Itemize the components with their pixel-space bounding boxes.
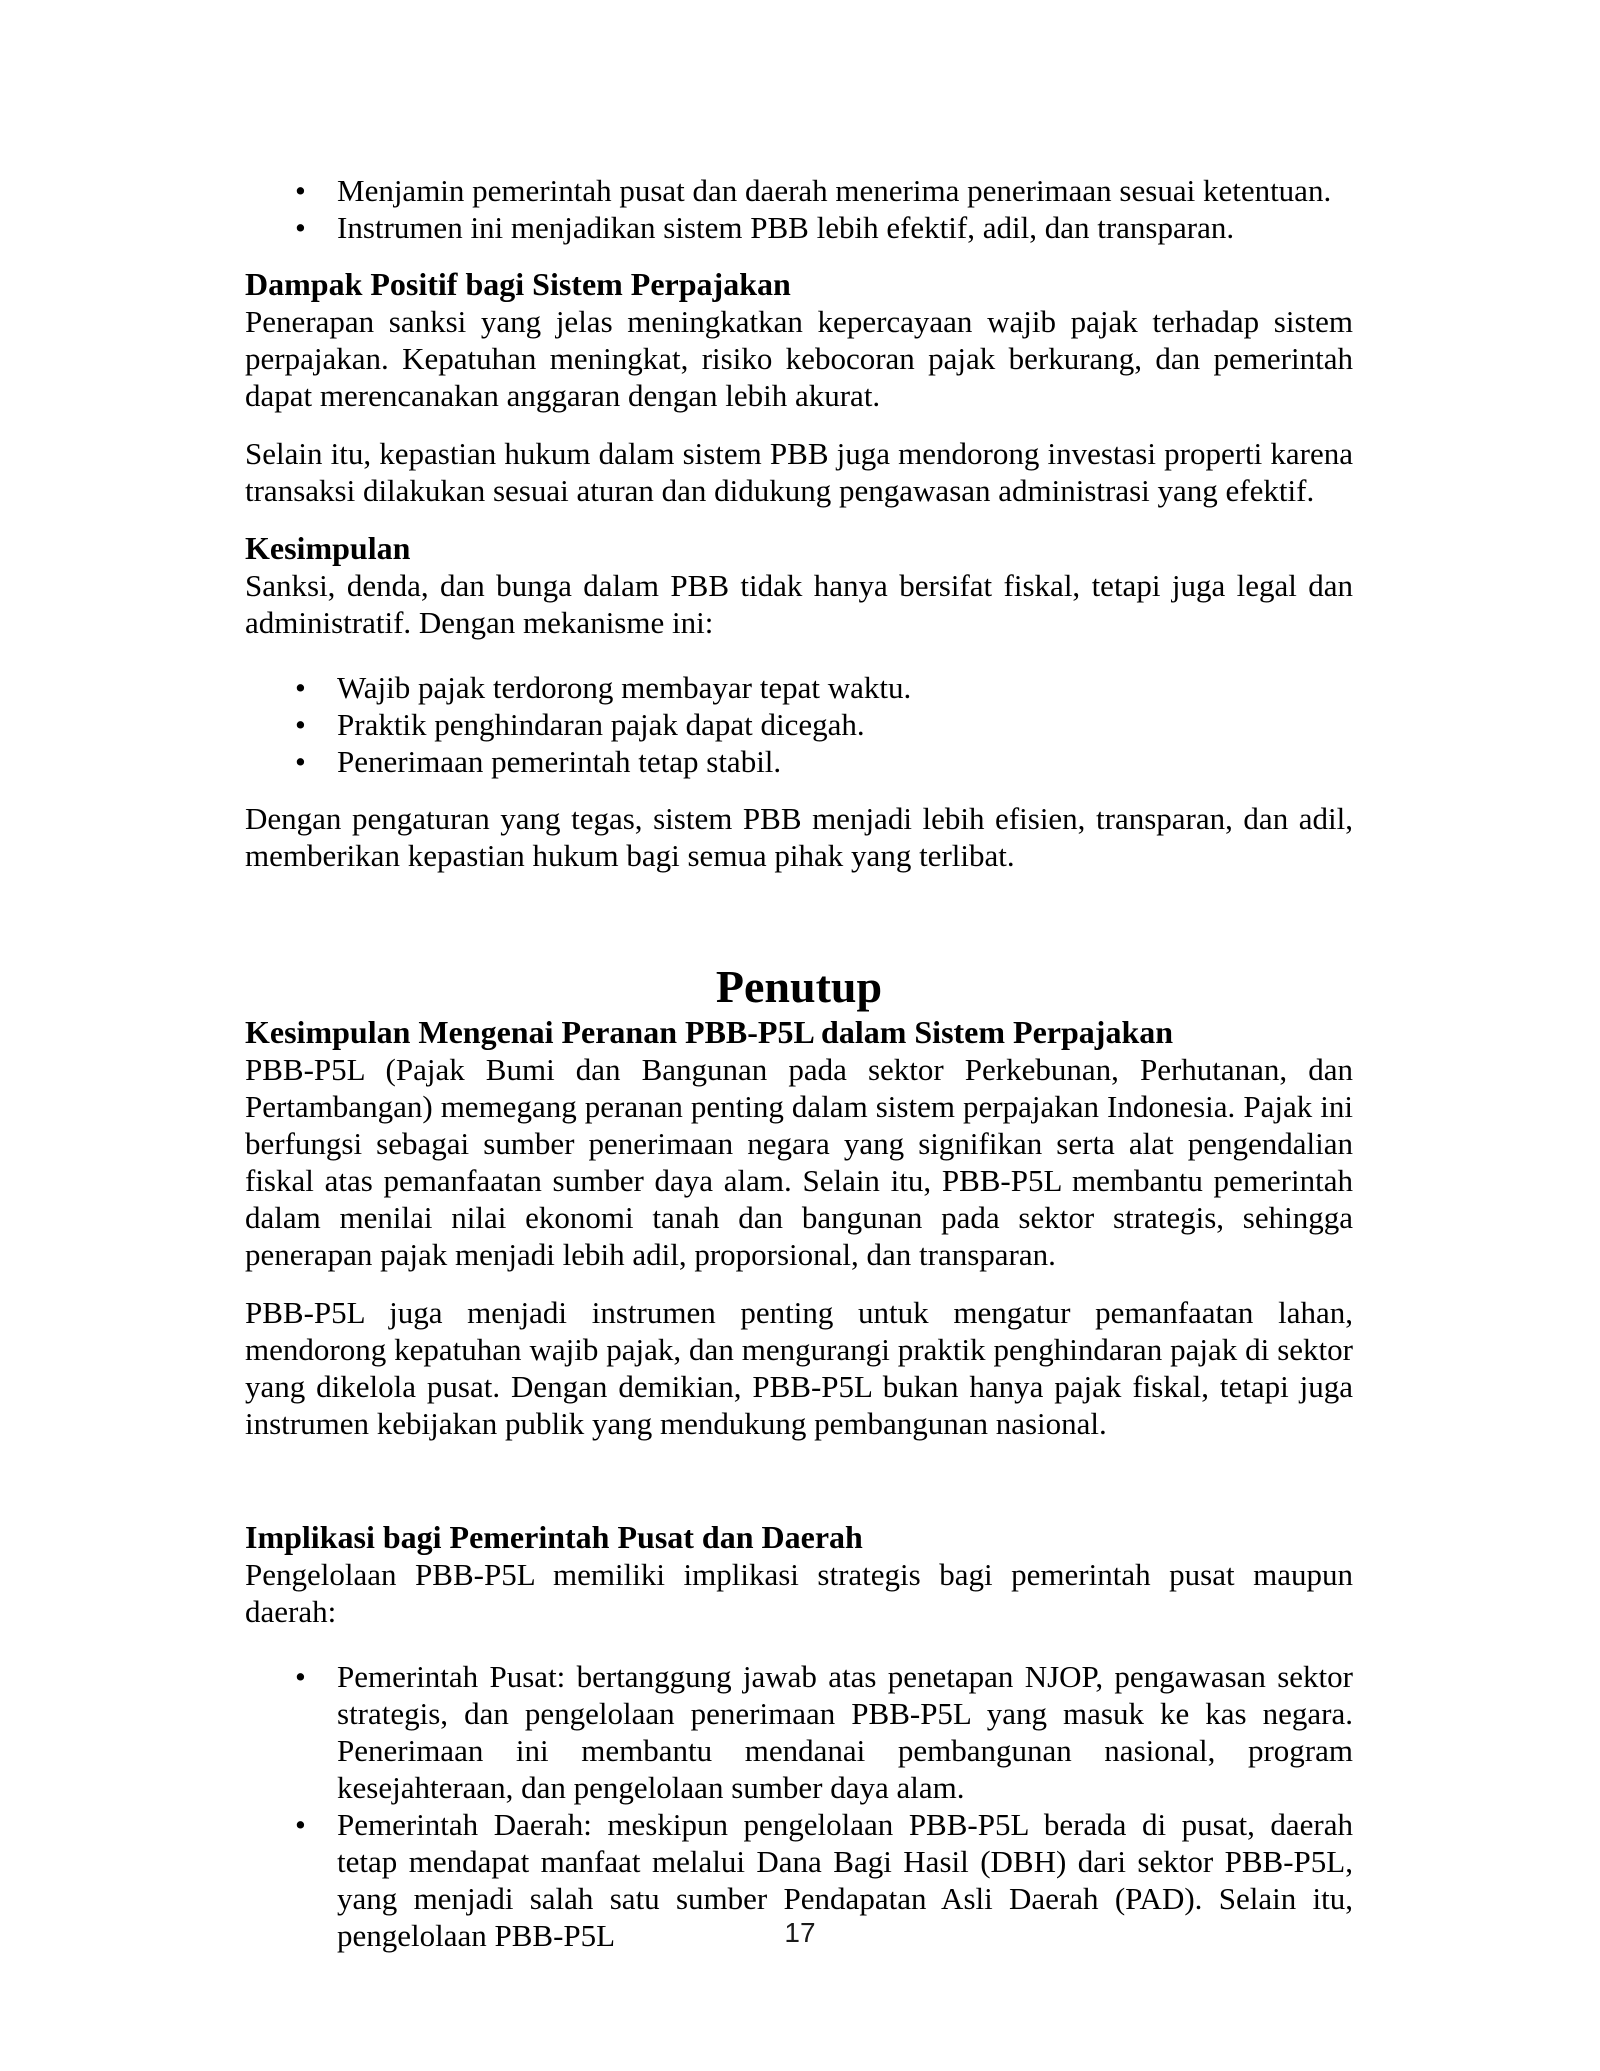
bullet-list-kesimpulan	[245, 669, 1353, 780]
list-item: • Pemerintah Pusat: bertanggung jawab atas penetapan NJOP, pengawasan sektor strategis, dan pengelolaan penerimaan PBB-P5L yang masuk ke kas negara. Penerimaan ini membantu mendanai pembangunan nasional, program kesejahteraan, dan pengelolaan sumber daya alam.	[245, 1658, 1353, 1806]
list-item: • Praktik penghindaran pajak dapat dicegah.	[245, 706, 1353, 743]
page-number: 17	[784, 1917, 816, 1948]
document-content	[245, 172, 1353, 1974]
list-item: • Penerimaan pemerintah tetap stabil.	[245, 743, 1353, 780]
section-heading-kesimpulan: Kesimpulan	[245, 530, 411, 566]
paragraph: Penerapan sanksi yang jelas meningkatkan kepercayaan wajib pajak terhadap sistem perpajakan. Kepatuhan meningkat, risiko kebocoran pajak berkurang, dan pemerintah dapat merencanakan anggaran dengan lebih akurat.	[245, 304, 1353, 413]
section-heading-implikasi: Implikasi bagi Pemerintah Pusat dan Daerah	[245, 1519, 863, 1555]
list-item: • Pemerintah Daerah: meskipun pengelolaan PBB-P5L berada di pusat, daerah tetap mendapat manfaat melalui Dana Bagi Hasil (DBH) dari sektor PBB-P5L, yang menjadi salah satu sumber Pendapatan Asli Daerah (PAD). Selain itu, pengelolaan PBB-P5L	[245, 1806, 1353, 1954]
paragraph: Sanksi, denda, dan bunga dalam PBB tidak hanya bersifat fiskal, tetapi juga legal dan administratif. Dengan mekanisme ini:	[245, 568, 1353, 640]
list-item: • Wajib pajak terdorong membayar tepat waktu.	[245, 669, 1353, 706]
paragraph: PBB-P5L (Pajak Bumi dan Bangunan pada sektor Perkebunan, Perhutanan, dan Pertambangan) memegang peranan penting dalam sistem perpajakan Indonesia. Pajak ini berfungsi sebagai sumber penerimaan negara yang signifikan serta alat pengendalian fiskal atas pemanfaatan sumber daya alam. Selain itu, PBB-P5L membantu pemerintah dalam menilai nilai ekonomi tanah dan bangunan pada sektor strategis, sehingga penerapan pajak menjadi lebih adil, proporsional, dan transparan.	[245, 1052, 1353, 1272]
paragraph: Selain itu, kepastian hukum dalam sistem PBB juga mendorong investasi properti karena transaksi dilakukan sesuai aturan dan didukung pengawasan administrasi yang efektif.	[245, 436, 1353, 508]
paragraph: Pengelolaan PBB-P5L memiliki implikasi strategis bagi pemerintah pusat maupun daerah:	[245, 1557, 1353, 1629]
list-item: • Menjamin pemerintah pusat dan daerah menerima penerimaan sesuai ketentuan.	[245, 172, 1353, 209]
paragraph: Dengan pengaturan yang tegas, sistem PBB menjadi lebih efisien, transparan, dan adil, memberikan kepastian hukum bagi semua pihak yang terlibat.	[245, 801, 1353, 873]
chapter-title-penutup: Penutup	[715, 961, 883, 1012]
bullet-list-top	[245, 172, 1353, 246]
bullet-list-implikasi	[245, 1658, 1353, 1954]
paragraph: PBB-P5L juga menjadi instrumen penting untuk mengatur pemanfaatan lahan, mendorong kepatuhan wajib pajak, dan mengurangi praktik penghindaran pajak di sektor yang dikelola pusat. Dengan demikian, PBB-P5L bukan hanya pajak fiskal, tetapi juga instrumen kebijakan publik yang mendukung pembangunan nasional.	[245, 1295, 1353, 1441]
list-item: • Instrumen ini menjadikan sistem PBB lebih efektif, adil, dan transparan.	[245, 209, 1353, 246]
section-heading-kesimpulan-peranan: Kesimpulan Mengenai Peranan PBB-P5L dalam Sistem Perpajakan	[245, 1014, 1174, 1050]
section-heading-dampak-positif: Dampak Positif bagi Sistem Perpajakan	[245, 266, 791, 302]
